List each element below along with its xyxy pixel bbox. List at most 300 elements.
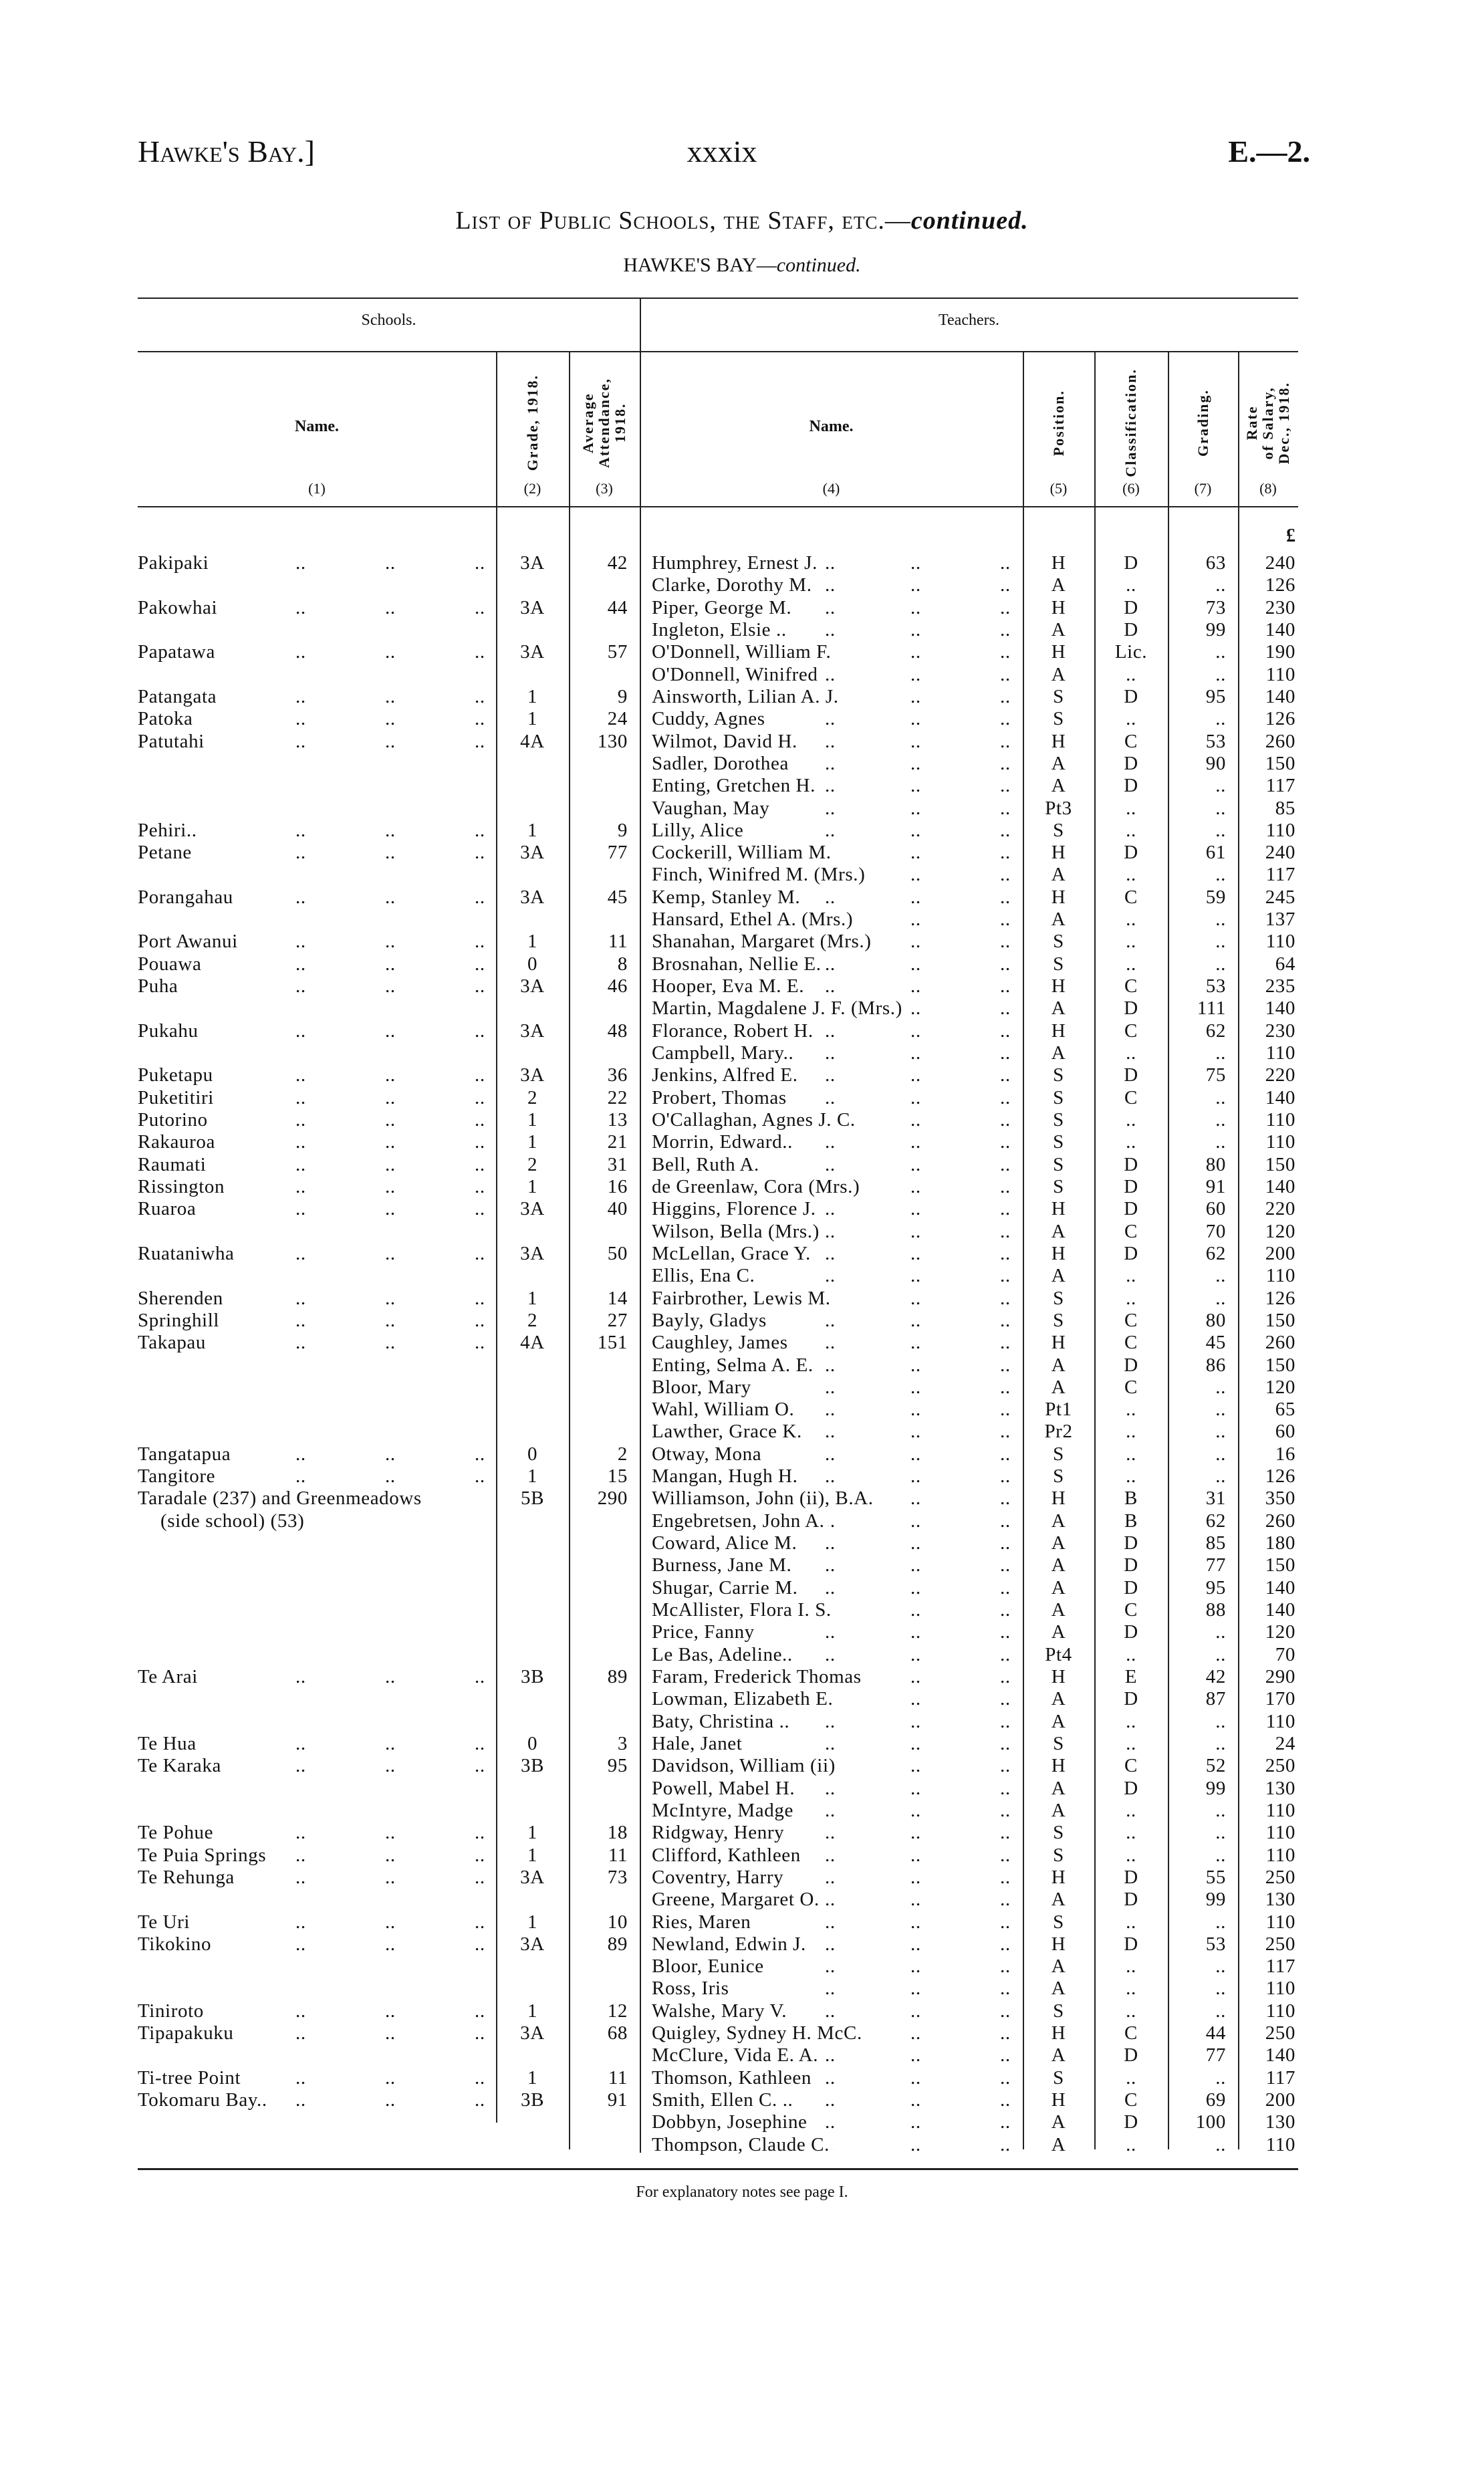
dot-leader — [1000, 1956, 1011, 1978]
average-attendance: 290 — [597, 1488, 628, 1510]
dot-leader — [910, 1621, 921, 1643]
teacher-position: A — [1051, 1889, 1066, 1911]
dot-leader — [910, 2089, 921, 2111]
dot-leader — [475, 1733, 485, 1755]
table-top-rule — [138, 298, 1298, 299]
teacher-position: H — [1051, 1332, 1066, 1354]
teacher-grading: .. — [1215, 1799, 1226, 1821]
teacher-name: McIntyre, Madge — [652, 1800, 797, 1822]
dot-leader — [825, 820, 836, 842]
dot-leader — [910, 1688, 921, 1710]
school-name: Tangitore — [138, 1465, 219, 1488]
dot-leader — [1000, 2000, 1011, 2022]
school-grade: 1 — [527, 685, 538, 707]
dot-leader — [1000, 775, 1011, 797]
teacher-name: Greene, Margaret O. — [652, 1889, 824, 1911]
table-row — [0, 1354, 1484, 1377]
teacher-name: Martin, Magdalene J. F. (Mrs.) — [652, 997, 906, 1020]
school-name: Ti-tree Point — [138, 2067, 245, 2089]
teacher-grading: 77 — [1205, 1554, 1226, 1576]
table-row — [0, 1554, 1484, 1576]
dot-leader — [475, 1867, 485, 1889]
table-row — [0, 1198, 1484, 1220]
average-attendance: 14 — [607, 1287, 628, 1309]
dot-leader — [295, 1109, 306, 1131]
dot-leader — [475, 2067, 485, 2089]
teacher-position: Pt3 — [1045, 797, 1072, 819]
salary: 170 — [1265, 1688, 1295, 1710]
document-code: E.—2. — [1228, 134, 1310, 168]
teacher-grading: .. — [1215, 1643, 1226, 1665]
teacher-grading: .. — [1215, 663, 1226, 685]
average-attendance: 16 — [607, 1175, 628, 1197]
table-row — [0, 731, 1484, 753]
dot-leader — [1000, 2067, 1011, 2089]
teacher-position: S — [1053, 1732, 1064, 1754]
salary: 350 — [1265, 1488, 1295, 1510]
dot-leader — [385, 1845, 396, 1867]
school-grade: 2 — [527, 1153, 538, 1175]
teacher-name: Lowman, Elizabeth E. — [652, 1688, 837, 1710]
teacher-name: Hale, Janet — [652, 1733, 746, 1755]
teacher-position: A — [1051, 1688, 1066, 1710]
teacher-position: A — [1051, 997, 1066, 1020]
teacher-position: S — [1053, 1086, 1064, 1108]
table-row — [0, 1822, 1484, 1844]
teacher-position: H — [1051, 842, 1066, 864]
currency-symbol: £ — [1286, 525, 1295, 546]
teacher-grading: .. — [1215, 775, 1226, 797]
salary: 110 — [1265, 1822, 1295, 1844]
teacher-classification: .. — [1126, 2066, 1136, 2089]
dot-leader — [910, 731, 921, 753]
salary: 120 — [1265, 1376, 1295, 1398]
teacher-name: Enting, Selma A. E. — [652, 1354, 818, 1377]
salary: 180 — [1265, 1532, 1295, 1554]
teacher-classification: .. — [1126, 1399, 1136, 1421]
teacher-name: Bloor, Eunice — [652, 1956, 768, 1978]
teacher-name: Morrin, Edward.. — [652, 1131, 797, 1153]
dot-leader — [825, 1711, 836, 1733]
dot-leader — [295, 1310, 306, 1332]
school-name: Springhill — [138, 1310, 223, 1332]
teacher-grading: .. — [1215, 1621, 1226, 1643]
table-row — [0, 619, 1484, 641]
school-grade: 0 — [527, 1443, 538, 1465]
dot-leader — [295, 1666, 306, 1688]
dot-leader — [825, 2000, 836, 2022]
table-row — [0, 1532, 1484, 1554]
dot-leader — [910, 842, 921, 864]
school-name: Patangata — [138, 686, 221, 708]
table-row — [0, 1042, 1484, 1064]
dot-leader — [825, 1377, 836, 1399]
dot-leader — [1000, 664, 1011, 686]
teacher-name: Mangan, Hugh H. — [652, 1465, 801, 1488]
school-grade: 1 — [527, 819, 538, 841]
school-grade: 3A — [520, 1020, 545, 1042]
dot-leader — [910, 2067, 921, 2089]
dot-leader — [1000, 2134, 1011, 2156]
dot-leader — [825, 1911, 836, 1933]
teacher-grading: .. — [1215, 1978, 1226, 2000]
dot-leader — [295, 1198, 306, 1220]
teacher-grading: 91 — [1205, 1175, 1226, 1197]
teacher-position: A — [1051, 1576, 1066, 1598]
school-name-header: Name. — [295, 418, 339, 435]
teacher-classification: D — [1124, 1064, 1138, 1086]
teacher-classification: B — [1124, 1510, 1138, 1532]
dot-leader — [910, 1243, 921, 1265]
dot-leader — [910, 1042, 921, 1064]
dot-leader — [385, 2022, 396, 2044]
salary: 260 — [1265, 730, 1295, 752]
salary: 110 — [1265, 1844, 1295, 1866]
teacher-classification: C — [1124, 1332, 1138, 1354]
dot-leader — [475, 1288, 485, 1310]
dot-leader — [910, 1644, 921, 1666]
dot-leader — [825, 1087, 836, 1109]
teacher-grading: .. — [1215, 1844, 1226, 1866]
salary: 150 — [1265, 752, 1295, 774]
teacher-classification: .. — [1126, 797, 1136, 819]
table-row — [0, 2044, 1484, 2066]
teacher-position: A — [1051, 864, 1066, 886]
grade-header — [496, 364, 569, 481]
teacher-name: Davidson, William (ii) — [652, 1755, 840, 1777]
teacher-name: Ross, Iris — [652, 1978, 733, 2000]
salary: 65 — [1275, 1399, 1295, 1421]
dot-leader — [825, 1332, 836, 1354]
dot-leader — [295, 1443, 306, 1465]
table-row — [0, 2089, 1484, 2111]
dot-leader — [910, 1577, 921, 1599]
dot-leader — [385, 552, 396, 574]
teacher-classification: .. — [1126, 909, 1136, 931]
dot-leader — [910, 909, 921, 931]
group-header-rule — [138, 351, 1298, 352]
teacher-classification: B — [1124, 1488, 1138, 1510]
dot-leader — [295, 1176, 306, 1198]
teachers-group-header: Teachers. — [939, 312, 999, 329]
average-attendance: 21 — [607, 1131, 628, 1153]
dot-leader — [1000, 1911, 1011, 1933]
teacher-position: A — [1051, 1799, 1066, 1821]
teacher-name: Bloor, Mary — [652, 1377, 755, 1399]
school-grade: 1 — [527, 1175, 538, 1197]
table-bottom-rule — [138, 2168, 1298, 2170]
dot-leader — [1000, 1822, 1011, 1844]
table-row — [0, 1933, 1484, 1956]
teacher-grading: 52 — [1205, 1755, 1226, 1777]
salary: 110 — [1265, 2000, 1295, 2022]
salary: 140 — [1265, 1175, 1295, 1197]
teacher-name: Kemp, Stanley M. — [652, 886, 804, 909]
table-row — [0, 1131, 1484, 1153]
dot-leader — [910, 1399, 921, 1421]
teacher-grading: .. — [1215, 931, 1226, 953]
dot-leader — [910, 864, 921, 886]
title-continued: continued. — [910, 207, 1029, 235]
school-name: Puketitiri — [138, 1087, 218, 1109]
table-row — [0, 997, 1484, 1020]
average-attendance: 57 — [607, 641, 628, 663]
school-grade: 4A — [520, 1332, 545, 1354]
dot-leader — [910, 1532, 921, 1554]
table-row — [0, 2022, 1484, 2044]
dot-leader — [825, 2044, 836, 2066]
teacher-grading: .. — [1215, 2066, 1226, 2089]
dot-leader — [385, 1154, 396, 1176]
dot-leader — [1000, 1310, 1011, 1332]
dot-leader — [1000, 1243, 1011, 1265]
school-name: Tokomaru Bay.. — [138, 2089, 271, 2111]
table-row — [0, 2000, 1484, 2022]
teacher-classification: D — [1124, 1175, 1138, 1197]
average-attendance: 24 — [607, 708, 628, 730]
teacher-grading: .. — [1215, 819, 1226, 841]
teacher-grading: 53 — [1205, 730, 1226, 752]
teacher-position: H — [1051, 975, 1066, 997]
dot-leader — [475, 1666, 485, 1688]
teacher-position: A — [1051, 1042, 1066, 1064]
school-grade: 3A — [520, 596, 545, 618]
salary: 110 — [1265, 1131, 1295, 1153]
table-row — [0, 641, 1484, 663]
school-name: Te Puia Springs — [138, 1845, 270, 1867]
school-name: Rissington — [138, 1176, 229, 1198]
dot-leader — [475, 1109, 485, 1131]
teacher-classification: D — [1124, 775, 1138, 797]
dot-leader — [475, 842, 485, 864]
salary: 110 — [1265, 1911, 1295, 1933]
table-row — [0, 664, 1484, 686]
dot-leader — [295, 1755, 306, 1777]
table-row — [0, 2067, 1484, 2089]
teacher-classification: .. — [1126, 2000, 1136, 2022]
dot-leader — [1000, 1889, 1011, 1911]
teacher-name: Quigley, Sydney H. McC. — [652, 2022, 866, 2044]
dot-leader — [1000, 1688, 1011, 1710]
dot-leader — [295, 820, 306, 842]
dot-leader — [295, 2089, 306, 2111]
dot-leader — [1000, 1332, 1011, 1354]
dot-leader — [910, 798, 921, 820]
dot-leader — [910, 1822, 921, 1844]
dot-leader — [910, 1377, 921, 1399]
dot-leader — [910, 1889, 921, 1911]
teacher-classification: C — [1124, 1376, 1138, 1398]
teacher-position: A — [1051, 1710, 1066, 1732]
average-attendance: 40 — [607, 1198, 628, 1220]
teacher-position: S — [1053, 953, 1064, 975]
dot-leader — [475, 1176, 485, 1198]
dot-leader — [910, 820, 921, 842]
school-name: Te Pohue — [138, 1822, 217, 1844]
salary: 140 — [1265, 1599, 1295, 1621]
dot-leader — [385, 975, 396, 997]
teacher-name: Ries, Maren — [652, 1911, 755, 1933]
teacher-grading: 86 — [1205, 1354, 1226, 1376]
table-row — [0, 1956, 1484, 1978]
teacher-position: S — [1053, 819, 1064, 841]
teacher-grading: 85 — [1205, 1532, 1226, 1554]
dot-leader — [1000, 597, 1011, 619]
dot-leader — [1000, 1109, 1011, 1131]
teacher-name: Bayly, Gladys — [652, 1310, 771, 1332]
teacher-classification: C — [1124, 1020, 1138, 1042]
dot-leader — [910, 1666, 921, 1688]
teacher-name: Dobbyn, Josephine — [652, 2111, 812, 2133]
teacher-classification: .. — [1126, 1421, 1136, 1443]
dot-leader — [1000, 552, 1011, 574]
dot-leader — [475, 1933, 485, 1956]
salary: 110 — [1265, 819, 1295, 841]
teacher-classification: C — [1124, 730, 1138, 752]
salary: 16 — [1275, 1443, 1295, 1465]
column-number: (2) — [523, 480, 541, 497]
average-attendance: 68 — [607, 2022, 628, 2044]
dot-leader — [385, 1288, 396, 1310]
table-row — [0, 1755, 1484, 1777]
dot-leader — [475, 1243, 485, 1265]
teacher-grading: 75 — [1205, 1064, 1226, 1086]
dot-leader — [1000, 909, 1011, 931]
teacher-classification: .. — [1126, 708, 1136, 730]
table-row — [0, 1421, 1484, 1443]
teacher-grading: 69 — [1205, 2089, 1226, 2111]
teacher-grading: 42 — [1205, 1666, 1226, 1687]
teacher-name: Coventry, Harry — [652, 1867, 787, 1889]
school-grade: 3A — [520, 842, 545, 864]
dot-leader — [1000, 1599, 1011, 1621]
salary: 140 — [1265, 618, 1295, 640]
salary: 130 — [1265, 2111, 1295, 2133]
dot-leader — [910, 552, 921, 574]
school-grade: 3A — [520, 886, 545, 908]
dot-leader — [295, 686, 306, 708]
average-attendance: 50 — [607, 1242, 628, 1264]
dot-leader — [385, 1332, 396, 1354]
salary: 137 — [1265, 909, 1295, 931]
dot-leader — [825, 1465, 836, 1488]
teacher-classification: D — [1124, 1153, 1138, 1175]
school-grade: 3A — [520, 2022, 545, 2044]
dot-leader — [825, 1243, 836, 1265]
school-name: Sherenden — [138, 1288, 227, 1310]
table-row — [0, 1867, 1484, 1889]
table-row — [0, 1243, 1484, 1265]
dot-leader — [385, 1064, 396, 1086]
dot-leader — [1000, 1621, 1011, 1643]
teacher-name: Hooper, Eva M. E. — [652, 975, 808, 997]
dot-leader — [1000, 1644, 1011, 1666]
school-grade: 2 — [527, 1309, 538, 1331]
teacher-grading: 87 — [1205, 1688, 1226, 1710]
salary: 250 — [1265, 2022, 1295, 2044]
school-name: Te Rehunga — [138, 1867, 239, 1889]
teacher-grading: 59 — [1205, 886, 1226, 908]
teacher-position: S — [1053, 1064, 1064, 1086]
teacher-name: Clarke, Dorothy M. — [652, 574, 816, 596]
teacher-classification: D — [1124, 1242, 1138, 1264]
teacher-grading: 62 — [1205, 1510, 1226, 1532]
salary: 126 — [1265, 574, 1295, 596]
teacher-position: A — [1051, 618, 1066, 640]
dot-leader — [910, 1711, 921, 1733]
dot-leader — [1000, 1064, 1011, 1086]
average-attendance: 15 — [607, 1465, 628, 1488]
table-row — [0, 1800, 1484, 1822]
dot-leader — [475, 1332, 485, 1354]
grading-header — [1168, 364, 1238, 481]
school-name: Pakipaki — [138, 552, 213, 574]
school-grade: 1 — [527, 1131, 538, 1153]
dot-leader — [385, 842, 396, 864]
salary: 117 — [1265, 775, 1295, 797]
dot-leader — [910, 1064, 921, 1086]
teacher-classification: .. — [1126, 864, 1136, 886]
dot-leader — [1000, 619, 1011, 641]
school-name: Patutahi — [138, 731, 209, 753]
teacher-position: S — [1053, 1844, 1064, 1866]
teacher-position: H — [1051, 1020, 1066, 1042]
table-row — [0, 2134, 1484, 2156]
teacher-grading: .. — [1215, 909, 1226, 931]
school-name: Tangatapua — [138, 1443, 235, 1465]
school-grade: 5B — [520, 1488, 545, 1510]
dot-leader — [825, 1867, 836, 1889]
dot-leader — [825, 619, 836, 641]
table-row — [0, 552, 1484, 574]
dot-leader — [1000, 1221, 1011, 1243]
teacher-classification: .. — [1126, 931, 1136, 953]
teacher-classification: .. — [1126, 1042, 1136, 1064]
dot-leader — [385, 953, 396, 975]
table-row — [0, 953, 1484, 975]
column-number: (7) — [1194, 480, 1212, 497]
teacher-position: S — [1053, 1153, 1064, 1175]
dot-leader — [825, 1956, 836, 1978]
dot-leader — [1000, 1131, 1011, 1153]
teacher-position: A — [1051, 1554, 1066, 1576]
dot-leader — [910, 1131, 921, 1153]
average-attendance: 44 — [607, 596, 628, 618]
dot-leader — [1000, 641, 1011, 663]
teacher-name: Shanahan, Margaret (Mrs.) — [652, 931, 876, 953]
header-bottom-rule — [138, 506, 1298, 507]
teacher-position: A — [1051, 1621, 1066, 1643]
dot-leader — [1000, 1978, 1011, 2000]
dot-leader — [910, 753, 921, 775]
teacher-position: S — [1053, 2000, 1064, 2022]
salary: 220 — [1265, 1198, 1295, 1220]
dot-leader — [1000, 1577, 1011, 1599]
school-grade: 1 — [527, 931, 538, 953]
teacher-position: A — [1051, 574, 1066, 596]
average-attendance: 11 — [608, 1844, 628, 1866]
teacher-position: A — [1051, 1777, 1066, 1799]
average-attendance: 42 — [607, 552, 628, 574]
school-name: Taradale (237) and Greenmeadows — [138, 1488, 426, 1510]
dot-leader — [1000, 1867, 1011, 1889]
teacher-position: H — [1051, 1755, 1066, 1777]
dot-leader — [910, 1956, 921, 1978]
dot-leader — [295, 2067, 306, 2089]
dot-leader — [910, 775, 921, 797]
salary: 150 — [1265, 1153, 1295, 1175]
salary: 260 — [1265, 1332, 1295, 1354]
